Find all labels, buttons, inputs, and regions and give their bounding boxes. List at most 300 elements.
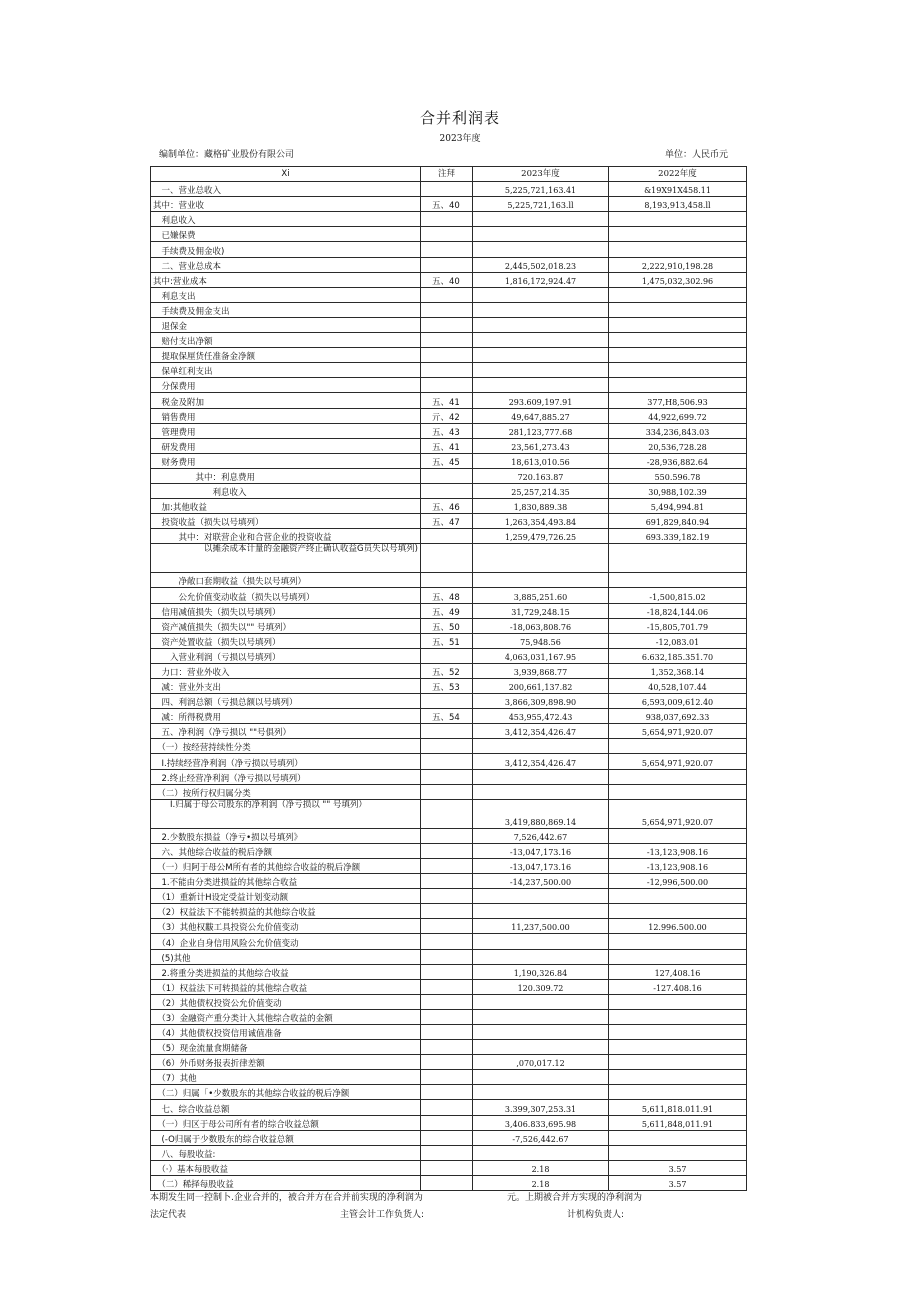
row-item-label: 赔付支出净额	[151, 333, 421, 348]
row-prior-year-value: 5,611,848,011.91	[609, 1115, 747, 1130]
row-item-label: （1）重新计H设定受益计划变动额	[151, 889, 421, 904]
row-note	[421, 1040, 473, 1055]
row-prior-year-value	[609, 784, 747, 799]
row-prior-year-value: 5,654,971,920.07	[609, 724, 747, 739]
row-item-label: (5)其他	[151, 949, 421, 964]
row-prior-year-value	[609, 1130, 747, 1145]
row-prior-year-value	[609, 333, 747, 348]
table-row	[151, 979, 747, 994]
row-item-label: 资产处置收益（损失以号填列）	[151, 633, 421, 648]
row-item-label: 其中：利息费用	[151, 468, 421, 483]
row-current-year-value	[473, 1009, 609, 1024]
row-note	[421, 1070, 473, 1085]
row-item-label: （7）其他	[151, 1070, 421, 1085]
row-note	[421, 363, 473, 378]
row-note	[421, 302, 473, 317]
row-prior-year-value	[609, 348, 747, 363]
table-row	[151, 858, 747, 873]
row-current-year-value: 23,561,273.43	[473, 438, 609, 453]
row-current-year-value	[473, 227, 609, 242]
row-prior-year-value	[609, 994, 747, 1009]
row-prior-year-value: 334,236,843.03	[609, 423, 747, 438]
row-item-label: 四、利润总额（亏损总额以号填列）	[151, 694, 421, 709]
table-row	[151, 468, 747, 483]
table-row	[151, 483, 747, 498]
row-current-year-value: 200,661,137.82	[473, 679, 609, 694]
table-row	[151, 393, 747, 408]
statement-title: 合并利润表	[419, 109, 500, 127]
row-prior-year-value: -12,083.01	[609, 633, 747, 648]
row-current-year-value: 4,063,031,167.95	[473, 648, 609, 663]
table-row	[151, 438, 747, 453]
row-prior-year-value: 127,408.16	[609, 964, 747, 979]
row-prior-year-value	[609, 739, 747, 754]
row-prior-year-value	[609, 287, 747, 302]
row-current-year-value	[473, 317, 609, 332]
row-prior-year-value: 938,037,692.33	[609, 709, 747, 724]
table-row	[151, 949, 747, 964]
table-row	[151, 1175, 747, 1190]
row-item-label: 提取保厘货任准备金净额	[151, 348, 421, 363]
row-current-year-value: 1,830,889.38	[473, 499, 609, 514]
row-prior-year-value: -12,996,500.00	[609, 874, 747, 889]
row-prior-year-value	[609, 934, 747, 949]
row-prior-year-value: -1,500,815.02	[609, 588, 747, 603]
column-header-current-year: 2023年度	[473, 167, 609, 182]
row-item-label: （4）其他债权投资信用诚值准备	[151, 1024, 421, 1039]
row-current-year-value: 75,948.56	[473, 633, 609, 648]
row-note: 五、48	[421, 588, 473, 603]
row-item-label: （二）归属「•少数股东的其他综合收益的税后净额	[151, 1085, 421, 1100]
table-row	[151, 408, 747, 423]
table-row	[151, 197, 747, 212]
table-row	[151, 529, 747, 544]
table-row	[151, 1040, 747, 1055]
row-note: 五、49	[421, 603, 473, 618]
row-prior-year-value: -28,936,882.64	[609, 453, 747, 468]
row-current-year-value	[473, 949, 609, 964]
table-row	[151, 618, 747, 633]
row-current-year-value	[473, 573, 609, 588]
row-item-label: （1）权益法下可转损益的其他综合收益	[151, 979, 421, 994]
row-note: 亓、42	[421, 408, 473, 423]
table-row	[151, 784, 747, 799]
row-current-year-value: 5,225,721,163.41	[473, 182, 609, 197]
row-current-year-value: 281,123,777.68	[473, 423, 609, 438]
row-note	[421, 874, 473, 889]
row-note	[421, 979, 473, 994]
row-current-year-value: 3.399,307,253.31	[473, 1100, 609, 1115]
legal-representative-label: 法定代表	[150, 1210, 187, 1220]
row-item-label: 七、综合收益总额	[151, 1100, 421, 1115]
table-row	[151, 633, 747, 648]
row-note	[421, 949, 473, 964]
row-current-year-value	[473, 212, 609, 227]
row-current-year-value: 18,613,010.56	[473, 453, 609, 468]
row-note: 五、41	[421, 438, 473, 453]
row-item-label: 其中：营业收	[151, 197, 421, 212]
row-current-year-value	[473, 1040, 609, 1055]
table-row	[151, 964, 747, 979]
compiling-entity: 编制单位：藏格矿业股份有限公司	[159, 150, 295, 160]
table-row	[151, 799, 747, 828]
row-note	[421, 769, 473, 784]
table-row	[151, 709, 747, 724]
column-header-note: 注拜	[421, 167, 473, 182]
table-row	[151, 423, 747, 438]
row-current-year-value: 5,225,721,163.ll	[473, 197, 609, 212]
row-prior-year-value	[609, 889, 747, 904]
row-prior-year-value	[609, 1145, 747, 1160]
row-item-label: 销售费用	[151, 408, 421, 423]
row-current-year-value: 7,526,442.67	[473, 828, 609, 843]
row-note	[421, 257, 473, 272]
row-prior-year-value: 30,988,102.39	[609, 483, 747, 498]
row-note	[421, 648, 473, 663]
row-item-label: 管理费用	[151, 423, 421, 438]
row-note	[421, 573, 473, 588]
column-header-item: Xi	[151, 167, 421, 182]
row-note: 五、54	[421, 709, 473, 724]
row-note: 五、47	[421, 514, 473, 529]
table-row	[151, 934, 747, 949]
row-prior-year-value	[609, 544, 747, 573]
row-prior-year-value: 40,528,107.44	[609, 679, 747, 694]
row-note	[421, 378, 473, 393]
accounting-head-label: 主管会计工作负货人:	[340, 1210, 425, 1220]
row-current-year-value: 3,412,354,426.47	[473, 724, 609, 739]
row-current-year-value: 31,729,248.15	[473, 603, 609, 618]
row-item-label: （·）基本每股收益	[151, 1160, 421, 1175]
row-current-year-value: 2.18	[473, 1160, 609, 1175]
row-prior-year-value: 12.996.500.00	[609, 919, 747, 934]
row-item-label: 利息支出	[151, 287, 421, 302]
row-note	[421, 1009, 473, 1024]
row-item-label: 入营业利润（亏损以号填列）	[151, 648, 421, 663]
row-current-year-value: 720.163.87	[473, 468, 609, 483]
row-note	[421, 1130, 473, 1145]
row-prior-year-value: &19X91X458.11	[609, 182, 747, 197]
row-note	[421, 694, 473, 709]
row-current-year-value	[473, 1085, 609, 1100]
row-item-label: 2.终止经营净利润（净亏损以号填列）	[151, 769, 421, 784]
row-note	[421, 333, 473, 348]
accounting-dept-head-label: 计机构负责人:	[567, 1210, 625, 1220]
table-row	[151, 1009, 747, 1024]
table-row	[151, 1100, 747, 1115]
row-prior-year-value: 6,593,009,612.40	[609, 694, 747, 709]
row-item-label: 已嫌保费	[151, 227, 421, 242]
row-note	[421, 724, 473, 739]
row-prior-year-value: 691,829,840.94	[609, 514, 747, 529]
row-prior-year-value: 44,922,699.72	[609, 408, 747, 423]
table-row	[151, 212, 747, 227]
row-current-year-value	[473, 287, 609, 302]
table-row	[151, 843, 747, 858]
table-row	[151, 1024, 747, 1039]
row-current-year-value: 2,445,502,018.23	[473, 257, 609, 272]
table-row	[151, 242, 747, 257]
row-prior-year-value: -15,805,701.79	[609, 618, 747, 633]
row-note	[421, 242, 473, 257]
row-note	[421, 799, 473, 828]
row-current-year-value: 3,419,880,869.14	[473, 799, 609, 828]
table-row	[151, 378, 747, 393]
table-row	[151, 724, 747, 739]
row-item-label: 利息收入	[151, 212, 421, 227]
row-prior-year-value: 377,H8,506.93	[609, 393, 747, 408]
row-note	[421, 1175, 473, 1190]
row-prior-year-value: 6.632,185.351.70	[609, 648, 747, 663]
table-row	[151, 739, 747, 754]
row-current-year-value	[473, 994, 609, 1009]
row-item-label: 其中：对联营企业和合营企业的投资收益	[151, 529, 421, 544]
row-note	[421, 529, 473, 544]
row-current-year-value	[473, 934, 609, 949]
row-current-year-value: ,070,017.12	[473, 1055, 609, 1070]
row-note	[421, 1085, 473, 1100]
row-current-year-value	[473, 904, 609, 919]
row-prior-year-value	[609, 1009, 747, 1024]
row-prior-year-value	[609, 1085, 747, 1100]
row-item-label: 减：营业外支出	[151, 679, 421, 694]
row-item-label: 保单红利支出	[151, 363, 421, 378]
row-note: 五、45	[421, 453, 473, 468]
row-prior-year-value	[609, 904, 747, 919]
row-current-year-value: 293.609,197.91	[473, 393, 609, 408]
row-current-year-value	[473, 1145, 609, 1160]
row-note	[421, 919, 473, 934]
row-note	[421, 1055, 473, 1070]
row-item-label: 利息收入	[151, 483, 421, 498]
row-prior-year-value: 550.596.78	[609, 468, 747, 483]
table-row	[151, 1055, 747, 1070]
row-current-year-value	[473, 544, 609, 573]
table-row	[151, 227, 747, 242]
row-current-year-value	[473, 1070, 609, 1085]
row-item-label: 力口：营业外收入	[151, 663, 421, 678]
row-note: 五、50	[421, 618, 473, 633]
row-item-label: 公允价值变动收益（损失以号填列）	[151, 588, 421, 603]
row-prior-year-value: -18,824,144.06	[609, 603, 747, 618]
row-note	[421, 468, 473, 483]
table-row	[151, 679, 747, 694]
row-current-year-value: 120.309.72	[473, 979, 609, 994]
row-current-year-value: 3,885,251.60	[473, 588, 609, 603]
row-note	[421, 739, 473, 754]
row-current-year-value: 453,955,472.43	[473, 709, 609, 724]
row-item-label: 手续费及佣金收)	[151, 242, 421, 257]
row-note	[421, 828, 473, 843]
table-row	[151, 333, 747, 348]
table-row	[151, 573, 747, 588]
row-prior-year-value	[609, 363, 747, 378]
row-prior-year-value	[609, 378, 747, 393]
row-note	[421, 994, 473, 1009]
row-note	[421, 889, 473, 904]
row-prior-year-value	[609, 242, 747, 257]
row-prior-year-value: 1,475,032,302.96	[609, 272, 747, 287]
row-item-label: 财务费用	[151, 453, 421, 468]
row-current-year-value	[473, 769, 609, 784]
row-note	[421, 904, 473, 919]
table-row	[151, 287, 747, 302]
table-row	[151, 1130, 747, 1145]
table-row	[151, 363, 747, 378]
row-prior-year-value: 5,611,818.011.91	[609, 1100, 747, 1115]
row-note	[421, 1115, 473, 1130]
row-prior-year-value	[609, 1070, 747, 1085]
row-item-label: 五、净利润（净亏损以 ""号俱列）	[151, 724, 421, 739]
row-current-year-value: 1,263,354,493.84	[473, 514, 609, 529]
table-row	[151, 588, 747, 603]
row-prior-year-value	[609, 302, 747, 317]
row-item-label: 八、每股收益:	[151, 1145, 421, 1160]
row-item-label: 二、营业总成本	[151, 257, 421, 272]
table-row	[151, 302, 747, 317]
row-note	[421, 182, 473, 197]
row-note	[421, 1024, 473, 1039]
row-prior-year-value	[609, 828, 747, 843]
row-current-year-value: 3,866,309,898.90	[473, 694, 609, 709]
row-prior-year-value	[609, 949, 747, 964]
row-item-label: （6）外币财务报表折律差额	[151, 1055, 421, 1070]
row-prior-year-value: 20,536,728.28	[609, 438, 747, 453]
row-prior-year-value: -13,123,908.16	[609, 858, 747, 873]
row-item-label: 六、其他综合收益的税后净额	[151, 843, 421, 858]
table-row	[151, 889, 747, 904]
row-note	[421, 212, 473, 227]
table-row	[151, 694, 747, 709]
row-current-year-value	[473, 348, 609, 363]
row-note	[421, 1100, 473, 1115]
table-row	[151, 1145, 747, 1160]
row-current-year-value: 1,259,479,726.25	[473, 529, 609, 544]
row-prior-year-value	[609, 212, 747, 227]
row-item-label: （3）其他权黻工具投资公允价值变动	[151, 919, 421, 934]
row-item-label: 手续费及佣金支出	[151, 302, 421, 317]
row-item-label: 税金及附加	[151, 393, 421, 408]
row-current-year-value: -14,237,500.00	[473, 874, 609, 889]
row-prior-year-value	[609, 1040, 747, 1055]
row-note	[421, 1160, 473, 1175]
row-current-year-value	[473, 889, 609, 904]
row-item-label: 以摊余成本计量的金融资产终止确认收益G员失以号填列)	[151, 544, 421, 573]
row-prior-year-value: -13,123,908.16	[609, 843, 747, 858]
row-item-label: 减：所得税费用	[151, 709, 421, 724]
table-row	[151, 272, 747, 287]
row-prior-year-value	[609, 769, 747, 784]
row-item-label: （4）企业自身信用风险公允价值变动	[151, 934, 421, 949]
row-item-label: I.归属于母公司股东的净利润（净亏损以 "" 号填列）	[151, 799, 421, 828]
table-row	[151, 182, 747, 197]
row-prior-year-value: 693.339,182.19	[609, 529, 747, 544]
merger-note-text: 本期发生同一控制卜.企业合并的，被合并方在合并前实现的净利润为	[150, 1193, 423, 1203]
row-item-label: 一、营业总收入	[151, 182, 421, 197]
table-row	[151, 1085, 747, 1100]
table-row	[151, 648, 747, 663]
row-note	[421, 784, 473, 799]
row-item-label: 资产减值损失（损失以"" 号填列）	[151, 618, 421, 633]
row-current-year-value	[473, 242, 609, 257]
row-current-year-value: 49,647,885.27	[473, 408, 609, 423]
row-note	[421, 843, 473, 858]
currency-unit: 单位：人民币元	[665, 150, 729, 160]
merger-note-tail: 元。上期被合并方实现的净利润为	[507, 1193, 643, 1203]
row-current-year-value	[473, 784, 609, 799]
table-row	[151, 257, 747, 272]
column-header-prior-year: 2022年度	[609, 167, 747, 182]
row-current-year-value: 3,939,868.77	[473, 663, 609, 678]
table-row	[151, 544, 747, 573]
row-item-label: 退保金	[151, 317, 421, 332]
table-row	[151, 904, 747, 919]
table-row	[151, 514, 747, 529]
row-item-label: （一）归阿于母公M所有者的其他综合收益的税后净额	[151, 858, 421, 873]
row-item-label: （3）金融资产重分类计入其他综合收益的金额	[151, 1009, 421, 1024]
row-prior-year-value: 3.57	[609, 1175, 747, 1190]
row-current-year-value: -13,047,173.16	[473, 858, 609, 873]
row-current-year-value: 1,190,326.84	[473, 964, 609, 979]
row-note	[421, 858, 473, 873]
row-current-year-value	[473, 1024, 609, 1039]
statement-period: 2023年度	[439, 134, 481, 144]
row-current-year-value	[473, 739, 609, 754]
row-current-year-value: -18,063,808.76	[473, 618, 609, 633]
table-row	[151, 499, 747, 514]
row-current-year-value: 2.18	[473, 1175, 609, 1190]
row-note	[421, 348, 473, 363]
row-item-label: 分保费用	[151, 378, 421, 393]
table-row	[151, 603, 747, 618]
row-item-label: （二）稀择每股收益	[151, 1175, 421, 1190]
row-item-label: （一）归区于母公司所有者的综合收益总额	[151, 1115, 421, 1130]
row-prior-year-value: 5,654,971,920.07	[609, 799, 747, 828]
table-row	[151, 874, 747, 889]
table-row	[151, 663, 747, 678]
row-prior-year-value	[609, 1024, 747, 1039]
row-item-label: 投资收益（损失以号填列）	[151, 514, 421, 529]
row-prior-year-value	[609, 317, 747, 332]
row-current-year-value	[473, 378, 609, 393]
table-row	[151, 769, 747, 784]
row-note	[421, 483, 473, 498]
row-prior-year-value: 8,193,913,458.ll	[609, 197, 747, 212]
merger-note	[150, 1190, 750, 1203]
table-header-row	[151, 167, 747, 182]
row-note	[421, 934, 473, 949]
row-note	[421, 964, 473, 979]
row-item-label: （一）按经营持续性分类	[151, 739, 421, 754]
row-item-label: 信用减值损失（损失以号填列）	[151, 603, 421, 618]
row-note	[421, 227, 473, 242]
row-note: 五、52	[421, 663, 473, 678]
row-note	[421, 754, 473, 769]
row-prior-year-value	[609, 227, 747, 242]
row-current-year-value: 25,257,214.35	[473, 483, 609, 498]
row-item-label: 1.不能由分类进损益的其他综合收益	[151, 874, 421, 889]
table-row	[151, 1070, 747, 1085]
row-current-year-value: 3,412,354,426.47	[473, 754, 609, 769]
row-item-label: 2.少数股东损益（净亏•损以号填列》	[151, 828, 421, 843]
row-note: 五、40	[421, 197, 473, 212]
row-note: 五、41	[421, 393, 473, 408]
row-current-year-value: 1,816,172,924.47	[473, 272, 609, 287]
row-note	[421, 317, 473, 332]
row-current-year-value: -7,526,442.67	[473, 1130, 609, 1145]
table-row	[151, 754, 747, 769]
row-prior-year-value	[609, 573, 747, 588]
